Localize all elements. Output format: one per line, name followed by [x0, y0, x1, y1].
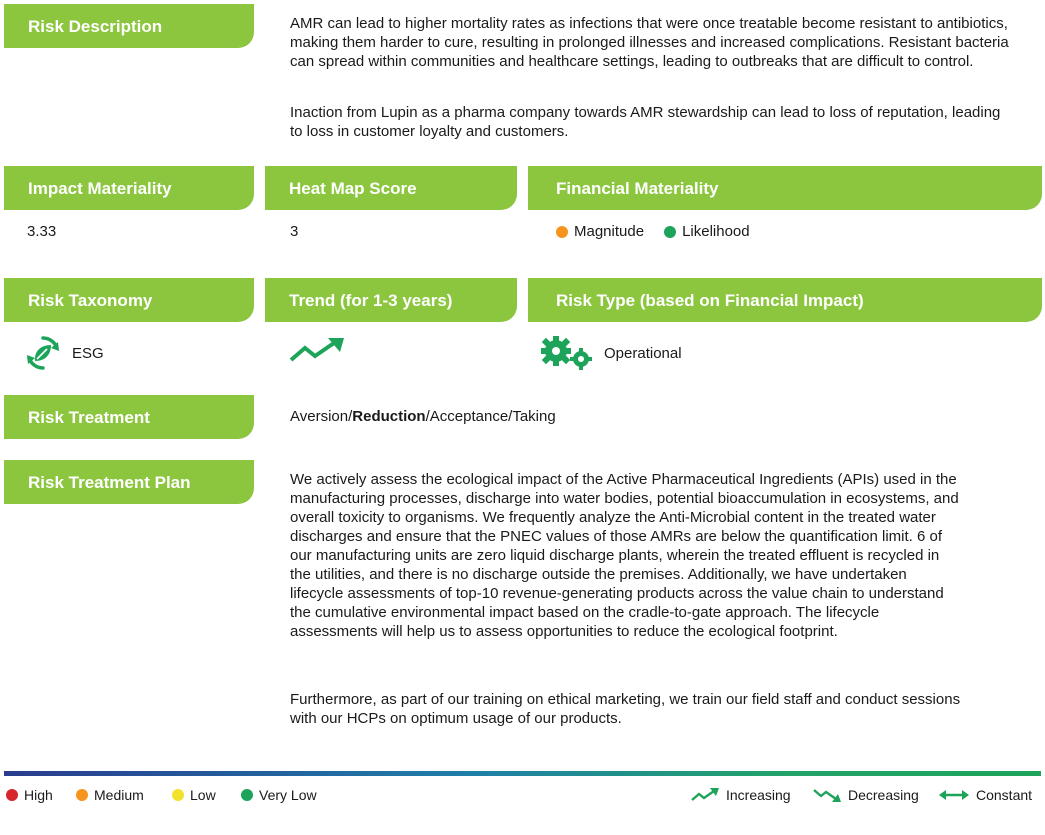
- impact-materiality-tab: [4, 166, 254, 210]
- footer-divider: [4, 771, 1041, 776]
- high-dot-icon: [6, 789, 18, 801]
- decreasing-arrow-icon: [812, 787, 842, 803]
- financial-materiality-tab: [528, 166, 1042, 210]
- risk-treatment-plan-text-1: We actively assess the ecological impact of the Active Pharmaceutical Ingredients (APIs) used in the manufacturing processes, discharge into water bodies, potential bioaccumulation in ecosystems, and overall toxicity to organisms. We frequently analyze the Anti-Microbial content in the treated water discharges and ensure that the PNEC values of those AMRs are below the quantification limit. 6 of our manufacturing units are zero liquid discharge plants, wherein the treated effluent is recycled in the utilities, and there is no discharge outside the premises. Additionally, we have undertaken lifecycle assessments of top-10 revenue-generating products across the value chain to understand the cumulative environmental impact based on the cradle-to-gate approach. The lifecycle assessments will help us to assess opportunities to reduce the ecological footprint.: [290, 471, 959, 640]
- risk-treatment-option-aversion: Aversion/: [290, 408, 353, 425]
- legend-medium: [76, 787, 144, 803]
- legend-high: [6, 787, 53, 803]
- risk-treatment-tab: [4, 395, 254, 439]
- heat-map-score-value: 3: [290, 223, 299, 240]
- risk-description-tab: [4, 4, 254, 48]
- risk-treatment-plan-tab: [4, 460, 254, 504]
- trend-label: Trend (for 1-3 years): [289, 290, 453, 310]
- risk-type-label: Risk Type (based on Financial Impact): [556, 290, 864, 310]
- risk-treatment-option-rest: /Acceptance/Taking: [425, 408, 556, 425]
- legend-medium-label: Medium: [94, 787, 144, 803]
- likelihood-label: Likelihood: [682, 223, 750, 240]
- likelihood-dot-icon: [664, 226, 676, 238]
- risk-type-value-group: [538, 334, 682, 372]
- risk-treatment-plan-text-2: Furthermore, as part of our training on ethical marketing, we train our field staff and conduct sessions with our HCPs on optimum usage of our products.: [290, 691, 961, 727]
- risk-taxonomy-tab: [4, 278, 254, 322]
- constant-arrow-icon: [938, 787, 970, 803]
- legend-constant: [938, 787, 1032, 803]
- low-dot-icon: [172, 789, 184, 801]
- magnitude-dot-icon: [556, 226, 568, 238]
- recycle-leaf-icon: [24, 334, 62, 372]
- trend-tab: [265, 278, 517, 322]
- risk-description-label: Risk Description: [28, 16, 163, 36]
- legend-low: [172, 787, 216, 803]
- trend-increasing-icon: [288, 336, 346, 364]
- magnitude-label: Magnitude: [574, 223, 645, 240]
- gears-icon: [538, 334, 596, 372]
- legend-decreasing-label: Decreasing: [848, 787, 919, 803]
- risk-type-value: Operational: [604, 344, 682, 362]
- very-low-dot-icon: [241, 789, 253, 801]
- impact-materiality-label: Impact Materiality: [28, 178, 172, 198]
- financial-materiality-label: Financial Materiality: [556, 178, 719, 198]
- risk-treatment-value: [290, 407, 556, 426]
- impact-materiality-value: 3.33: [27, 223, 57, 240]
- risk-treatment-option-reduction: Reduction: [352, 408, 426, 425]
- financial-materiality-values: [556, 222, 750, 241]
- heat-map-score-label: Heat Map Score: [289, 178, 417, 198]
- legend-increasing: [690, 787, 791, 803]
- increasing-arrow-icon: [690, 787, 720, 803]
- risk-taxonomy-value-group: [24, 334, 104, 372]
- heat-map-score-tab: [265, 166, 517, 210]
- risk-description-text-1: AMR can lead to higher mortality rates as infections that were once treatable become resistant to antibiotics, making them harder to cure, resulting in prolonged illnesses and increased complications. Resistant bacteria can spread within communities and healthcare settings, leading to outbreaks that are difficult to control.: [290, 15, 1009, 70]
- legend-decreasing: [812, 787, 919, 803]
- medium-dot-icon: [76, 789, 88, 801]
- legend-increasing-label: Increasing: [726, 787, 791, 803]
- legend-very-low-label: Very Low: [259, 787, 317, 803]
- risk-taxonomy-value: ESG: [72, 344, 104, 362]
- legend-very-low: [241, 787, 317, 803]
- risk-description-text-2: Inaction from Lupin as a pharma company towards AMR stewardship can lead to loss of reputation, leading to loss in customer loyalty and customers.: [290, 104, 1001, 140]
- risk-type-tab: [528, 278, 1042, 322]
- risk-treatment-label: Risk Treatment: [28, 407, 150, 427]
- legend-constant-label: Constant: [976, 787, 1033, 803]
- legend-high-label: High: [24, 787, 53, 803]
- risk-taxonomy-label: Risk Taxonomy: [28, 290, 153, 310]
- legend-low-label: Low: [190, 787, 216, 803]
- risk-treatment-plan-label: Risk Treatment Plan: [28, 472, 191, 492]
